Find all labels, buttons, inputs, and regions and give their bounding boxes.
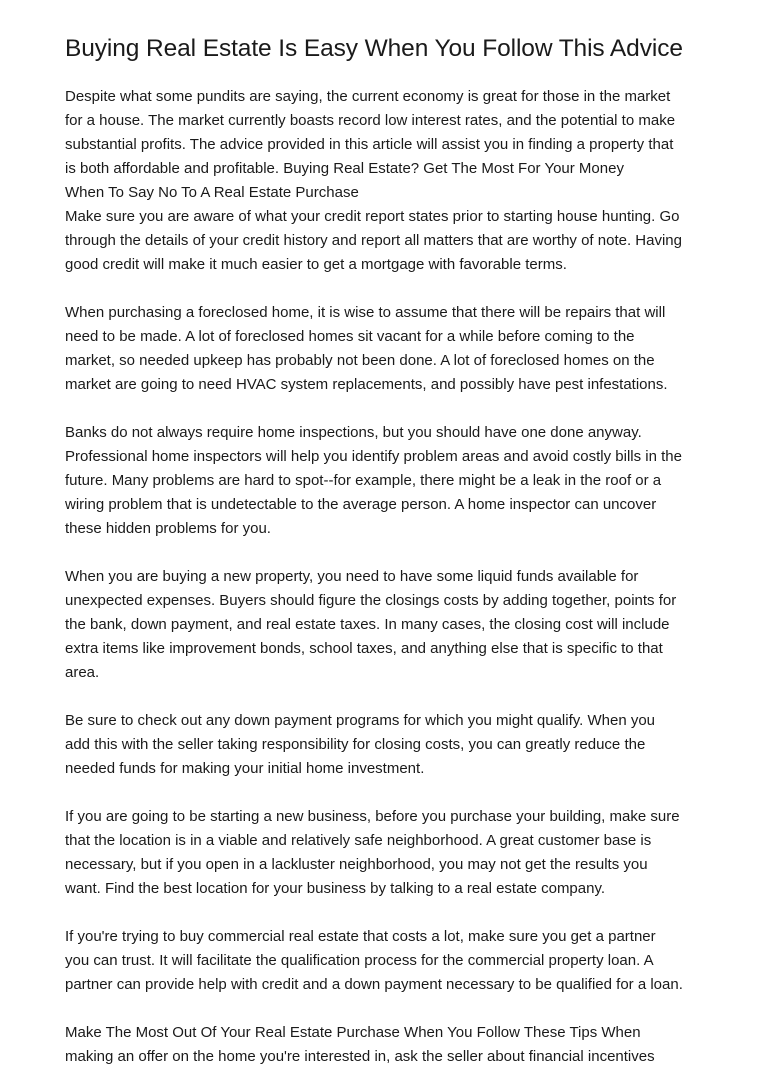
paragraph [65,301,715,397]
text-line: extra items like improvement bonds, school taxes, and anything else that is specific to that [65,640,663,657]
text-line: Make sure you are aware of what your credit report states prior to starting house hunting. Go [65,208,680,225]
document-title: Buying Real Estate Is Easy When You Follow This Advice [65,35,683,62]
text-line: making an offer on the home you're interested in, ask the seller about financial incentives [65,1048,655,1065]
text-line: partner can provide help with credit and a down payment necessary to be qualified for a loan. [65,976,683,993]
document-body [65,85,715,1069]
text-line: the bank, down payment, and real estate taxes. In many cases, the closing cost will include [65,616,670,633]
text-line: good credit will make it much easier to get a mortgage with favorable terms. [65,256,567,273]
text-line: you can trust. It will facilitate the qualification process for the commercial property loan. A [65,952,654,969]
text-line: future. Many problems are hard to spot--for example, there might be a leak in the roof or a [65,472,662,489]
text-line: If you're trying to buy commercial real estate that costs a lot, make sure you get a partner [65,928,656,945]
text-line: Banks do not always require home inspections, but you should have one done anyway. [65,424,642,441]
text-line: When you are buying a new property, you need to have some liquid funds available for [65,568,639,585]
text-line: want. Find the best location for your business by talking to a real estate company. [65,880,606,897]
text-line: that the location is in a viable and relatively safe neighborhood. A great customer base is [65,832,652,849]
text-line: these hidden problems for you. [65,520,271,537]
paragraph [65,925,715,997]
text-line: need to be made. A lot of foreclosed homes sit vacant for a while before coming to the [65,328,635,345]
text-line: When purchasing a foreclosed home, it is wise to assume that there will be repairs that will [65,304,666,321]
text-line: wiring problem that is undetectable to the average person. A home inspector can uncover [65,496,657,513]
text-line: substantial profits. The advice provided in this article will assist you in finding a property that [65,136,674,153]
text-line: necessary, but if you open in a lackluster neighborhood, you may not get the results you [65,856,648,873]
text-line: is both affordable and profitable. Buying Real Estate? Get The Most For Your Money [65,160,624,177]
paragraph [65,805,715,901]
document-page [65,34,715,1069]
paragraph [65,85,715,181]
text-line: Despite what some pundits are saying, the current economy is great for those in the market [65,88,671,105]
text-line: Professional home inspectors will help you identify problem areas and avoid costly bills in the [65,448,682,465]
text-line: market are going to need HVAC system replacements, and possibly have pest infestations. [65,376,668,393]
paragraph [65,709,715,781]
text-line: for a house. The market currently boasts record low interest rates, and the potential to make [65,112,676,129]
text-line: If you are going to be starting a new business, before you purchase your building, make sure [65,808,680,825]
paragraph [65,565,715,685]
text-line: unexpected expenses. Buyers should figure the closings costs by adding together, points for [65,592,677,609]
text-line: area. [65,664,100,681]
paragraph [65,181,715,205]
paragraph [65,421,715,541]
text-line: needed funds for making your initial home investment. [65,760,425,777]
text-line: add this with the seller taking responsibility for closing costs, you can greatly reduce the [65,736,646,753]
text-line: through the details of your credit history and report all matters that are worthy of note. Having [65,232,682,249]
text-line: Make The Most Out Of Your Real Estate Purchase When You Follow These Tips When [65,1024,641,1041]
text-line: market, so needed upkeep has probably not been done. A lot of foreclosed homes on the [65,352,655,369]
paragraph [65,1021,715,1069]
paragraph [65,205,715,277]
text-line: When To Say No To A Real Estate Purchase [65,184,359,201]
text-line: Be sure to check out any down payment programs for which you might qualify. When you [65,712,656,729]
